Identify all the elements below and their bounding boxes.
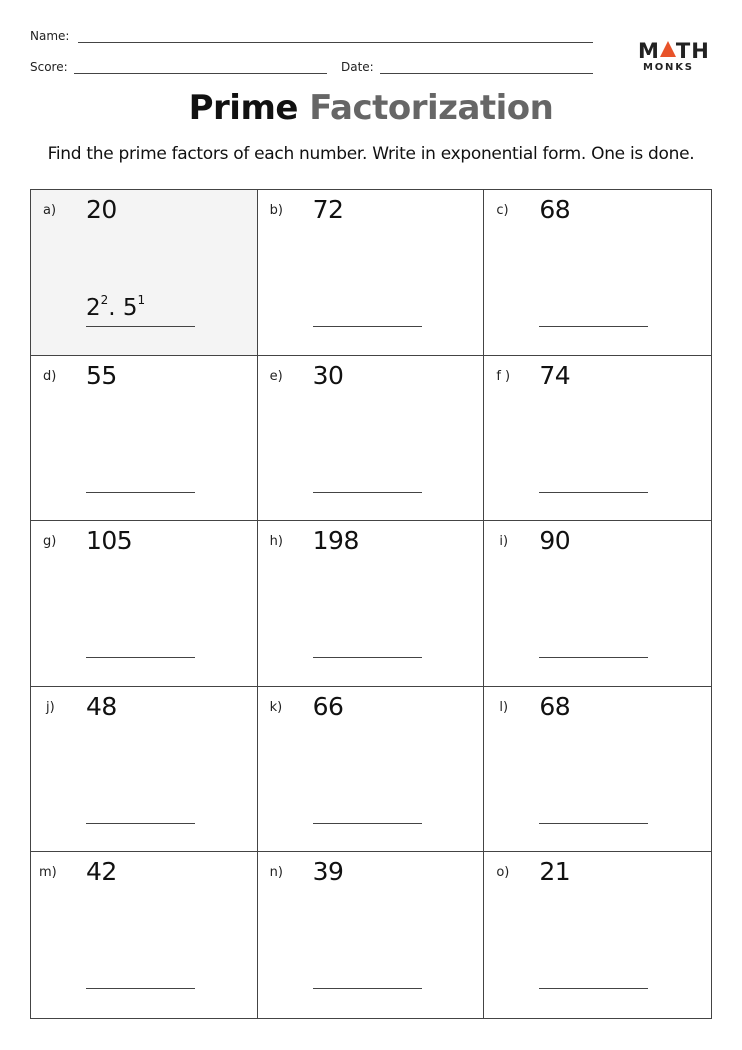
answer-exponent: 2 [100, 293, 109, 307]
problem-letter: g) [43, 534, 57, 550]
problem-number: 42 [86, 857, 117, 887]
answer-line[interactable] [539, 492, 648, 493]
problem-letter: h) [269, 534, 283, 550]
problem-cell-e [258, 356, 485, 522]
problem-letter: i) [499, 534, 509, 550]
problem-letter: f ) [496, 368, 511, 384]
logo-letters-th: TH [675, 39, 710, 63]
problem-cell-a [31, 190, 258, 356]
answer-base: 5 [122, 295, 138, 321]
problem-letter: d) [43, 368, 57, 384]
answer-line[interactable] [539, 657, 648, 658]
instructions: Find the prime factors of each number. Write in exponential form. One is done. [47, 144, 695, 164]
name-field[interactable] [78, 42, 593, 43]
answer-separator: . [108, 295, 123, 321]
triangle-icon [660, 41, 676, 57]
problem-letter: e) [269, 368, 283, 384]
problem-letter: j) [46, 699, 55, 715]
problem-cell-f [484, 356, 711, 522]
name-label: Name: [30, 29, 70, 43]
answer-line[interactable] [539, 988, 648, 989]
title-factorization: Factorization [309, 88, 554, 128]
problem-number: 48 [86, 691, 117, 721]
answer-line[interactable] [539, 823, 648, 824]
date-label: Date: [341, 60, 374, 74]
problem-cell-g [31, 521, 258, 687]
problem-letter: c) [496, 203, 509, 218]
answer-line[interactable] [313, 823, 422, 824]
problem-letter: b) [269, 203, 283, 218]
answer-line[interactable] [86, 492, 195, 493]
date-field[interactable] [380, 73, 593, 74]
answer-line[interactable] [86, 823, 195, 824]
answer-line[interactable] [86, 988, 195, 989]
problem-number: 105 [86, 526, 133, 556]
answer-exponent: 1 [137, 293, 146, 307]
problem-letter: a) [43, 203, 57, 218]
problem-cell-h [258, 521, 485, 687]
problem-cell-k [258, 687, 485, 853]
problem-letter: l) [499, 699, 509, 715]
problem-grid [30, 189, 712, 1019]
page-title [0, 88, 742, 128]
problem-number: 72 [312, 195, 344, 224]
problem-cell-j [31, 687, 258, 853]
answer-line[interactable] [86, 657, 195, 658]
problem-cell-d [31, 356, 258, 522]
problem-number: 20 [86, 195, 117, 224]
answer-line [86, 326, 195, 327]
problem-number: 90 [539, 526, 571, 556]
math-monks-logo [638, 40, 718, 80]
logo-subtext: MONKS [643, 62, 694, 73]
answer-line[interactable] [313, 326, 422, 327]
problem-number: 68 [539, 195, 571, 224]
answer-line[interactable] [313, 492, 422, 493]
answer-line[interactable] [313, 988, 422, 989]
problem-cell-b [258, 190, 485, 356]
answer-base: 2 [86, 295, 101, 321]
problem-cell-l [484, 687, 711, 853]
problem-number: 198 [312, 526, 359, 556]
example-answer [86, 294, 145, 322]
score-label: Score: [30, 60, 68, 74]
logo-letter-m: M [638, 39, 660, 63]
problem-cell-m [31, 852, 258, 1018]
problem-number: 39 [312, 857, 344, 887]
problem-letter: n) [269, 865, 283, 881]
problem-letter: k) [269, 699, 283, 715]
answer-line[interactable] [539, 326, 648, 327]
problem-number: 30 [312, 360, 344, 390]
problem-cell-i [484, 521, 711, 687]
problem-number: 21 [539, 857, 571, 887]
logo-wordmark [638, 40, 710, 62]
problem-number: 66 [312, 691, 344, 721]
problem-number: 68 [539, 691, 571, 721]
score-field[interactable] [74, 73, 327, 74]
problem-number: 74 [539, 360, 571, 390]
problem-letter: m) [39, 865, 57, 881]
problem-cell-c [484, 190, 711, 356]
problem-letter: o) [496, 865, 510, 881]
title-prime: Prime [188, 88, 298, 128]
answer-line[interactable] [313, 657, 422, 658]
problem-cell-o [484, 852, 711, 1018]
problem-cell-n [258, 852, 485, 1018]
problem-number: 55 [86, 360, 117, 390]
